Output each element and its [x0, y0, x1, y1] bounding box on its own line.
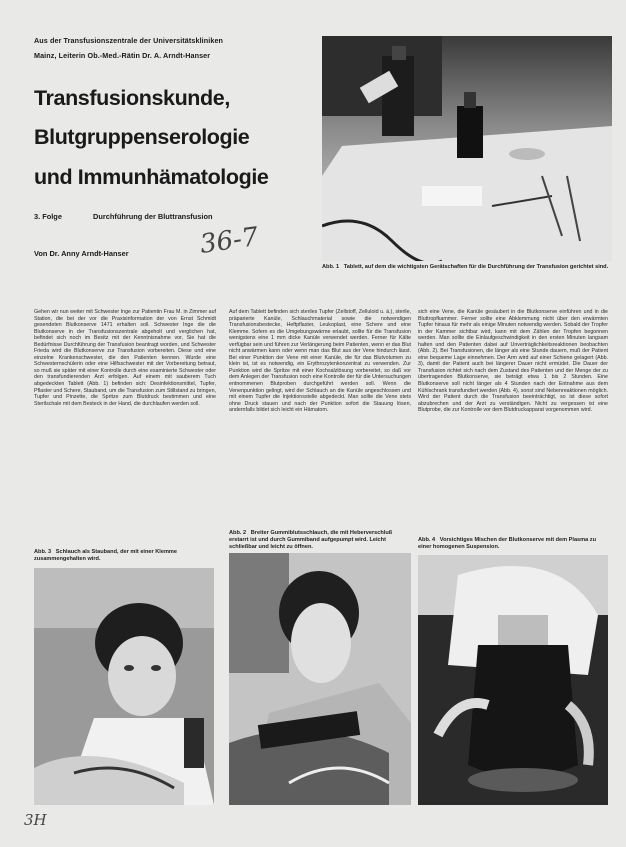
- body-column-1: [34, 309, 216, 534]
- body-column-2: [229, 309, 411, 534]
- caption-abb2-text: Breiter Gummiblutsschlauch, die mit Heberverschluß erstarrt ist und durch Gummiband aufgepumpt wird. Leicht schließbar und leicht zu öffnen.: [229, 530, 393, 550]
- caption-abb4-label: Abb. 4: [418, 537, 436, 543]
- caption-abb3-label: Abb. 3: [34, 549, 52, 555]
- page-number: 3H: [24, 811, 47, 829]
- body-column-3: [418, 309, 608, 534]
- caption-abb2: [229, 530, 411, 550]
- caption-abb2-label: Abb. 2: [229, 530, 247, 536]
- photo-stauband: [34, 568, 214, 805]
- article-title-line-3: und Immunhämatologie: [34, 165, 269, 189]
- caption-abb1: [322, 264, 614, 271]
- series-number: 3. Folge: [34, 212, 62, 221]
- caption-abb3-text: Schlauch als Stauband, der mit einer Klemme zusammengehalten wird.: [34, 549, 178, 562]
- handwritten-note: 36-7: [198, 222, 261, 260]
- caption-abb1-text: Tablett, auf dem die wichtigsten Gerätschaften für die Durchführung der Transfusion gerichtet sind.: [343, 264, 609, 270]
- caption-abb1-label: Abb. 1: [322, 264, 340, 270]
- institution-line-2: Mainz, Leiterin Ob.-Med.-Rätin Dr. A. Arndt-Hanser: [34, 51, 211, 60]
- body-column-3-text: sich eine Vene, die Kanüle gesäubert in die Blutkonserve einführen und in die Bluttropfkammer. Ferner sollte eine Abklemmung nicht über den erwärmten Tupfer hinaus für mehr als einige Minuten notwendig werden. Sobald der Tropfer in der Kammer sichtbar wird, kann mit dem Zählen der Tropfen begonnen werden. Man sollte die Einlaufgeschwindigkeit in den ersten Minuten langsam halten und den Patienten dabei auf Unverträglichkeitsreaktionen beobachten (Abb. 2). Bei Transfusionen, die länger als eine Stunde dauern, muß der Patient eine bequeme Lage einnehmen. Der Arm wird auf einer Schiene gelagert (Abb. 3), damit der Patient auch bei längerer Dauer nicht ermüdet. Die Dauer der Transfusion richtet sich nach dem Zustand des Patienten und der Menge der zu übertragenden Blutkonserve, sie beträgt etwa 1 bis 2 Stunden. Eine Blutkonserve soll nicht länger als 4 Stunden nach der Entnahme aus dem Kühlschrank transfundiert werden (Abb. 4), sonst sind Nebenreaktionen möglich. Wird der Patient durch die Transfusion beeinträchtigt, so ist diese sofort abzubrechen und der Arzt zu verständigen. Nicht zu vergessen ist eine Blutprobe, die zur Kontrolle vor dem Blutdruckapparat vorgenommen wird.: [418, 309, 608, 414]
- body-column-2-text: Auf dem Tablett befinden sich steriles Tupfer (Zellstoff, Zelluloid u. ä.), sterile, präparierte Kanüle, Schlauchmaterial sowie die notwendigen Transfusionsbestecke, Heftpflaster, Leukoplast, eine Schere und eine Klemme. Sofern es die Umgebungswärme erlaubt, sollte für die Transfusion wenigstens eine 1 mm dicke Kanüle verwendet werden. Ferner für Kälte verfügbar sein und führen zur Verlängerung beim Patienten, wenn er das Blut nicht anwärmen kann oder wenn man das Blut aus der Vene hindurch lässt. Bei einer Punktion der Vene mit einer Kanüle, die für das Blutvolumen zu klein ist, ist es notwendig, ein Erythrozytenkonzentrat zu verwenden. Zur Punktion wird die Spritze mit einer Kochsalzlösung vorbereitet, so daß vor dem Anlegen der Transfusion noch eine Kontrolle der für die Untersuchungen entnommenen Blutproben durchgeführt werden soll. Wenn die Venenpunktion gelingt, wird der Schlauch an die Kanüle angeschlossen und mit einem Tupfer die Injektionsstelle abgedeckt. Man sollte die Vene stets ohne Druck stauen und nach der Punktion sofort die Stauung lösen, andernfalls bildet sich leicht ein Hämatom.: [229, 309, 411, 414]
- author-line: Von Dr. Anny Arndt-Hanser: [34, 249, 129, 258]
- institution-line-1: Aus der Transfusionszentrale der Universitätskliniken: [34, 36, 224, 45]
- photo-gummiblutsschlauch: [229, 553, 411, 805]
- body-column-1-text: Gehen wir nun weiter mit Schwester Inge zur Patientin Frau M. in Zimmer auf Station, die bei der vor die Praxisinformation der von Ernst Schmidt gesendeten Blutkonserve 1471 erhalten soll. Schwester Inge die die Blutkonserve in der Transfusionszentrale abgeholt und verglichen hat, befindet sich noch im Besitz mit der Kenntnisnahme vor, Sie hat die Bedürfnisse Durchführung der Transfusion beantragt worden, und Schwester Frieda wird die Blutkonserve zur Transfusion vorbereiten. Diese und eine einzelne Krankenschwester, die den Patienten kennen. Wurde eine Schwesternschülerin oder eine Hilfsschwester mit der Vorbereitung betraut, so muß sie später mit einer Kontrolle durch eine examinierte Schwester oder den transfundierenden Arzt erfolgen. Auf einem mit sauberem Tuch abgedeckten Tablett (Abb. 1) befinden sich: Desinfektionsmittel, Tupfer, Pflaster und Schere, Stauband, um die Transfusion zum Stillstand zu bringen, Tupfer und Pinzette, die Spritze zum Blutdruck bestimmen und eine Sterilschale mit dem Besteck in der Hand, die durchlaufen werden soll.: [34, 309, 216, 407]
- photo-transfusion-tray: [322, 36, 612, 261]
- photo-blutkonserve: [418, 555, 608, 805]
- caption-abb3: [34, 549, 214, 563]
- caption-abb4: [418, 537, 608, 551]
- article-title-line-1: Transfusionskunde,: [34, 86, 230, 110]
- series-subject: Durchführung der Bluttransfusion: [93, 212, 213, 221]
- caption-abb4-text: Vorsichtiges Mischen der Blutkonserve mit dem Plasma zu einer homogenen Suspension.: [418, 537, 597, 550]
- article-title-line-2: Blutgruppenserologie: [34, 125, 250, 149]
